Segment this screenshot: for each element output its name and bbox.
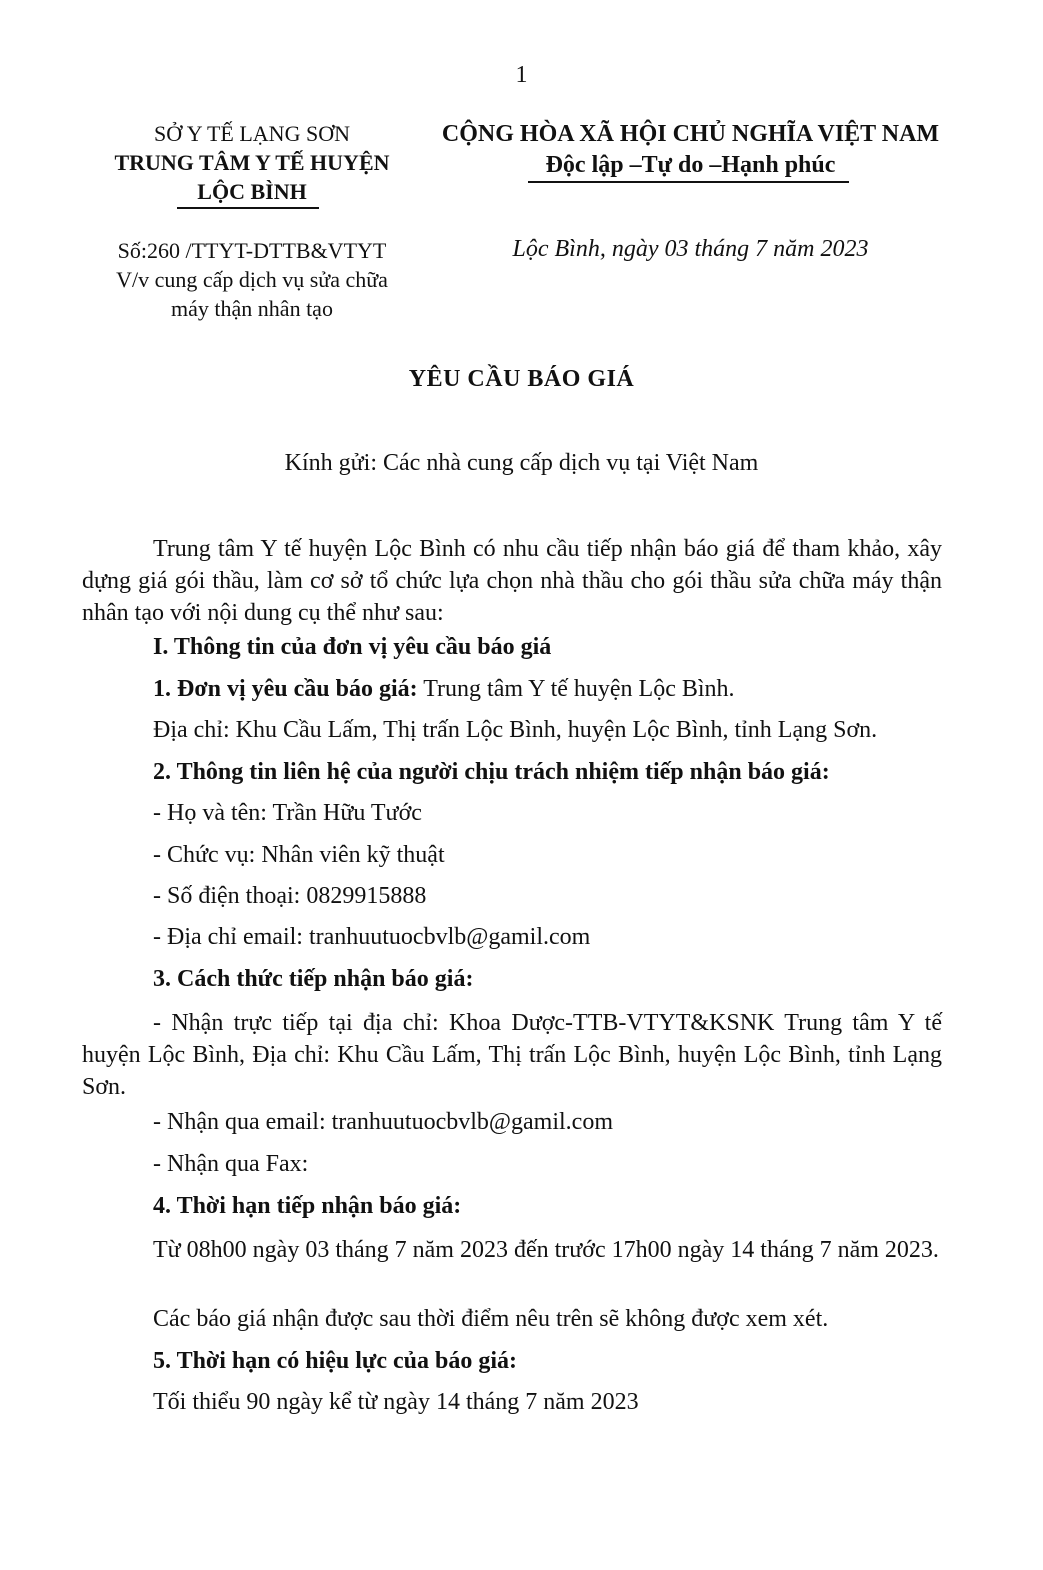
subject-line-2: máy thận nhân tạo xyxy=(171,296,333,321)
document-title: YÊU CẦU BÁO GIÁ xyxy=(408,366,635,392)
page-number: 1 xyxy=(515,62,528,88)
contact-position: - Chức vụ: Nhân viên kỹ thuật xyxy=(153,842,445,868)
issuing-agency-block xyxy=(82,119,422,206)
validity-text: Tối thiểu 90 ngày kể từ ngày 14 tháng 7 năm 2023 xyxy=(153,1389,639,1415)
requesting-unit-value: Trung tâm Y tế huyện Lộc Bình. xyxy=(417,676,735,702)
validity-heading: 5. Thời hạn có hiệu lực của báo giá: xyxy=(153,1348,517,1374)
late-submission-note: Các báo giá nhận được sau thời điểm nêu trên sẽ không được xem xét. xyxy=(153,1306,829,1332)
motto: Độc lập –Tự do –Hạnh phúc xyxy=(545,152,836,178)
receiving-method-heading: 3. Cách thức tiếp nhận báo giá: xyxy=(153,966,474,992)
agency-name-line2: LỘC BÌNH xyxy=(197,179,307,204)
receive-direct: - Nhận trực tiếp tại địa chỉ: Khoa Dược-TTB-VTYT&KSNK Trung tâm Y tế huyện Lộc Bình, Địa chỉ: Khu Cầu Lấm, Thị trấn Lộc Bình, huyện Lộc Bình, tỉnh Lạng Sơn. xyxy=(82,1010,942,1100)
agency-underline xyxy=(177,207,319,209)
unit-address: Địa chỉ: Khu Cầu Lấm, Thị trấn Lộc Bình, huyện Lộc Bình, tỉnh Lạng Sơn. xyxy=(153,717,878,743)
deadline-heading: 4. Thời hạn tiếp nhận báo giá: xyxy=(153,1193,462,1219)
intro-paragraph: Trung tâm Y tế huyện Lộc Bình có nhu cầu tiếp nhận báo giá để tham khảo, xây dựng giá gói thầu, làm cơ sở tổ chức lựa chọn nhà thầu cho gói thầu sửa chữa máy thận nhân tạo với nội dung cụ thể như sau: xyxy=(82,536,942,626)
country-name: CỘNG HÒA XÃ HỘI CHỦ NGHĨA VIỆT NAM xyxy=(441,121,940,147)
contact-name: - Họ và tên: Trần Hữu Tước xyxy=(153,800,422,826)
requesting-unit-label: 1. Đơn vị yêu cầu báo giá: xyxy=(153,676,418,702)
recipient-line: Kính gửi: Các nhà cung cấp dịch vụ tại Việt Nam xyxy=(284,450,759,476)
deadline-text: Từ 08h00 ngày 03 tháng 7 năm 2023 đến trước 17h00 ngày 14 tháng 7 năm 2023. xyxy=(153,1237,939,1263)
motto-underline xyxy=(528,181,849,183)
contact-email: - Địa chỉ email: tranhuutuocbvlb@gamil.com xyxy=(153,924,591,950)
receive-email: - Nhận qua email: tranhuutuocbvlb@gamil.com xyxy=(153,1109,613,1135)
agency-name-line1: TRUNG TÂM Y TẾ HUYỆN xyxy=(114,150,390,175)
reference-block xyxy=(82,236,422,323)
receive-fax: - Nhận qua Fax: xyxy=(153,1151,309,1177)
section-1-heading: I. Thông tin của đơn vị yêu cầu báo giá xyxy=(153,634,552,660)
contact-phone: - Số điện thoại: 0829915888 xyxy=(153,883,427,909)
subject-line-1: V/v cung cấp dịch vụ sửa chữa xyxy=(116,267,388,292)
requesting-unit-line xyxy=(153,676,735,703)
contact-heading: 2. Thông tin liên hệ của người chịu trách nhiệm tiếp nhận báo giá: xyxy=(153,759,830,785)
place-and-date: Lộc Bình, ngày 03 tháng 7 năm 2023 xyxy=(512,236,869,262)
national-motto-block xyxy=(428,119,953,181)
parent-agency: SỞ Y TẾ LẠNG SƠN xyxy=(154,121,350,146)
document-number: Số:260 /TTYT-DTTB&VTYT xyxy=(117,238,387,263)
